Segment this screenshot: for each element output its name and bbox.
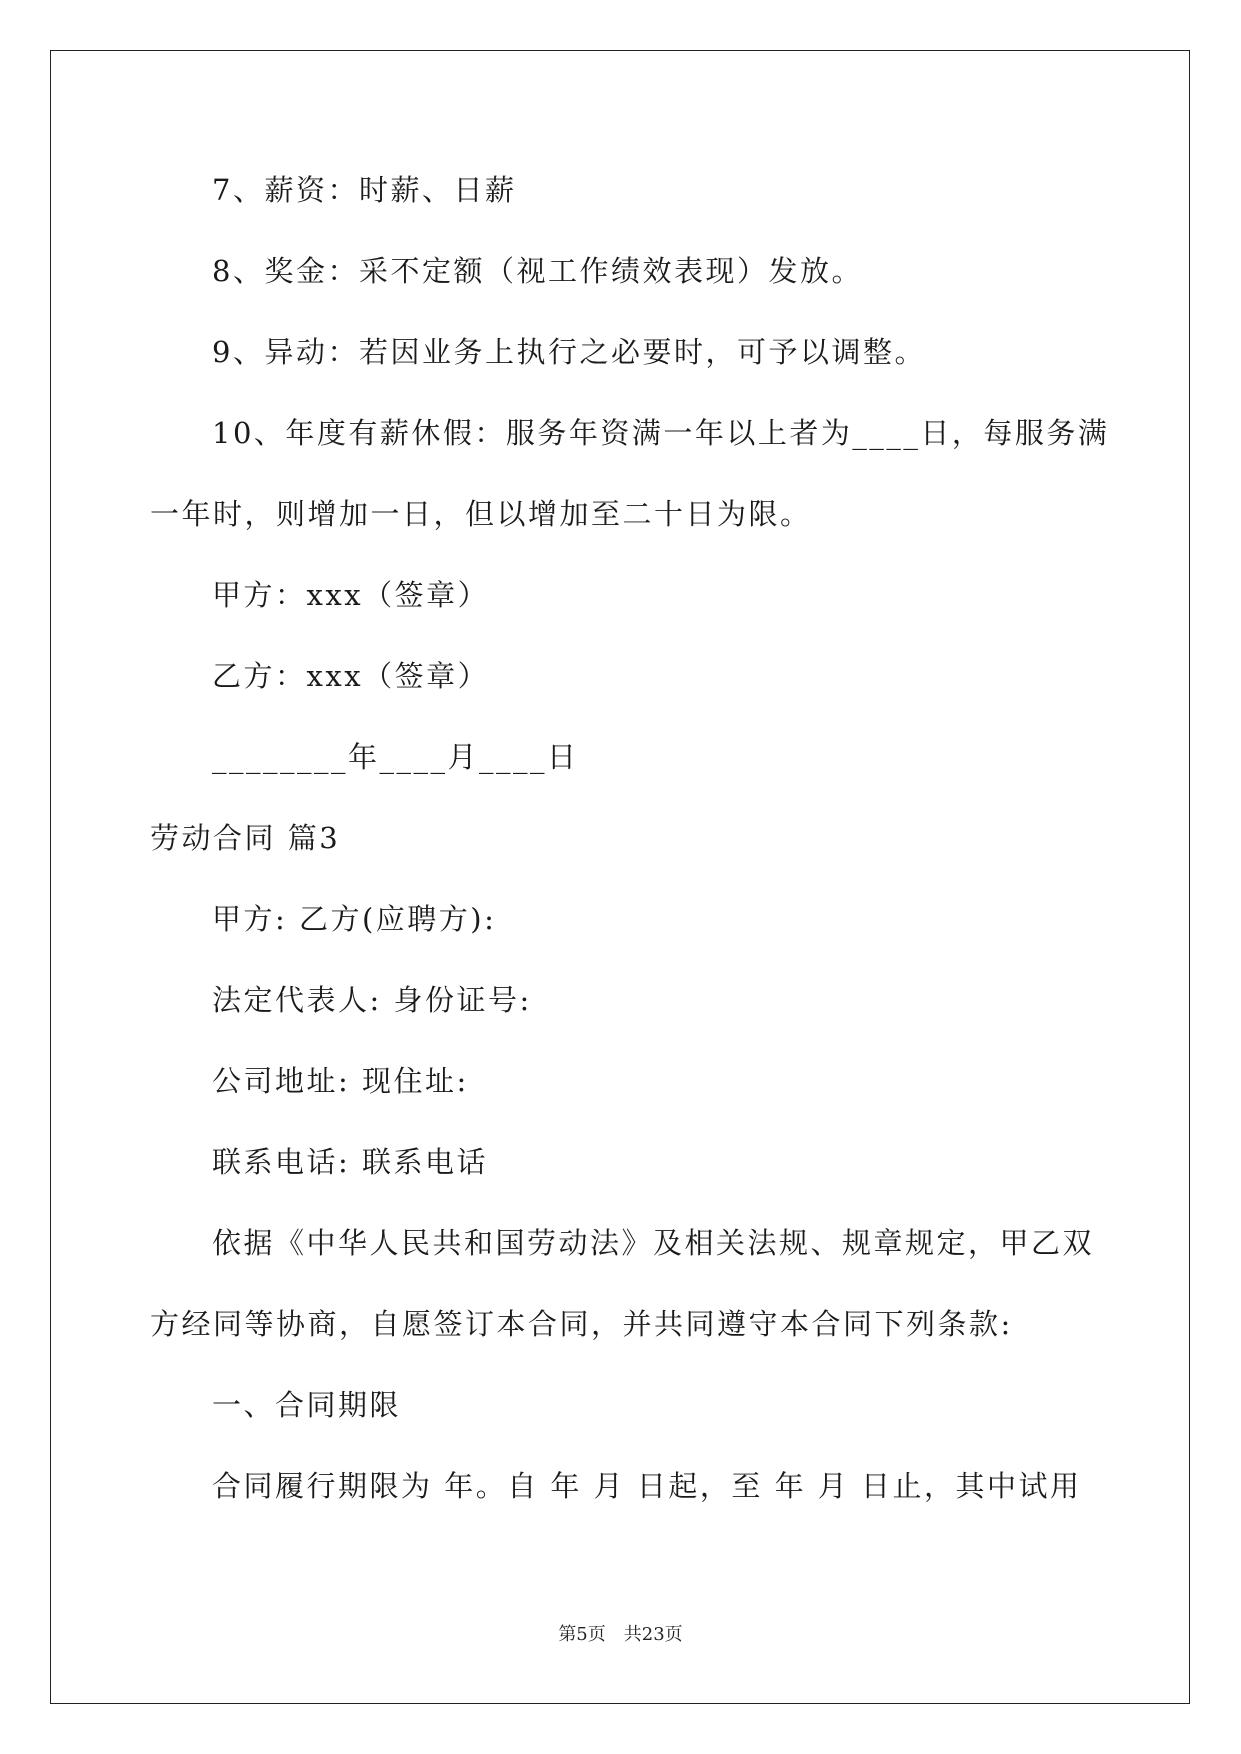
preamble-paragraph: 依据《中华人民共和国劳动法》及相关法规、规章规定，甲乙双 (212, 1226, 1095, 1260)
page-number-footer: 第5页 共23页 (558, 1624, 683, 1645)
address-line: 公司地址: 现住址: (212, 1064, 469, 1098)
article-1-heading: 一、合同期限 (212, 1388, 402, 1422)
section-heading: 劳动合同 篇3 (150, 821, 341, 855)
clause-9-transfer: 9、异动：若因业务上执行之必要时，可予以调整。 (212, 335, 926, 369)
legal-rep-line: 法定代表人: 身份证号: (212, 983, 532, 1017)
clause-8-bonus: 8、奖金：采不定额（视工作绩效表现）发放。 (212, 254, 863, 288)
contract-term-paragraph: 合同履行期限为 年。自 年 月 日起，至 年 月 日止，其中试用 (212, 1469, 1082, 1503)
party-b-signature: 乙方：xxx（签章） (212, 659, 490, 693)
signing-date: ________年____月____日 (212, 740, 579, 774)
parties-line: 甲方: 乙方(应聘方): (212, 902, 497, 936)
clause-7-salary: 7、薪资：时薪、日薪 (212, 173, 517, 207)
party-a-signature: 甲方：xxx（签章） (212, 578, 490, 612)
clause-10-leave: 10、年度有薪休假：服务年资满一年以上者为____日，每服务满 (212, 416, 1110, 450)
phone-line: 联系电话: 联系电话 (212, 1145, 488, 1179)
preamble-paragraph-continued: 方经同等协商，自愿签订本合同，并共同遵守本合同下列条款: (150, 1307, 1013, 1341)
clause-10-leave-continued: 一年时，则增加一日，但以增加至二十日为限。 (150, 497, 812, 531)
page-border (50, 50, 1190, 1704)
